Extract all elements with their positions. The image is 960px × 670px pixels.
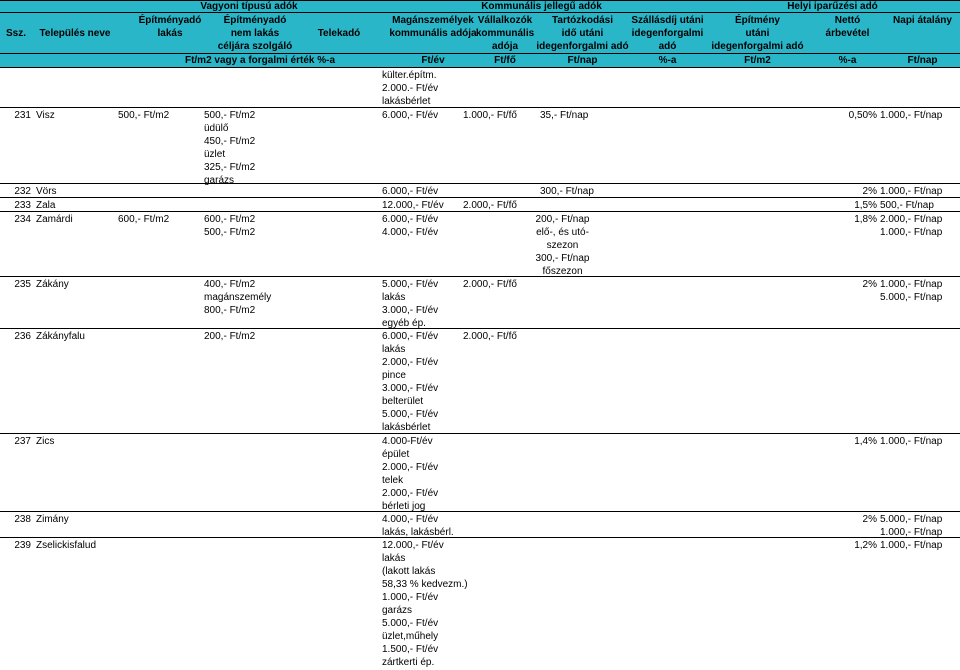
- cell-lakas: [118, 109, 208, 122]
- cell-netto: [810, 513, 877, 526]
- cell-vall: [463, 330, 543, 343]
- cell-line: 1.000,- Ft/nap: [880, 186, 943, 197]
- cell-line: 2.000,- Ft/év: [382, 357, 439, 368]
- cell-name: [36, 199, 121, 212]
- cell-netto: [810, 109, 877, 122]
- row-separator: [0, 433, 960, 434]
- cell-vall: [463, 199, 543, 212]
- cell-line: 1.000,- Ft/fő: [463, 110, 517, 121]
- cell-line: Vörs: [36, 186, 57, 197]
- col-netto: Nettó árbevétel: [825, 15, 870, 39]
- cell-line: 2.000,- Ft/év: [382, 462, 439, 473]
- cell-napi: [880, 539, 960, 552]
- cell-nemlakas: [204, 278, 299, 317]
- cell-line: lakás: [382, 344, 406, 355]
- cell-line: üdülő: [204, 123, 229, 134]
- cell-line: elő-, és utó-: [536, 227, 589, 238]
- cell-netto: [810, 185, 877, 198]
- row-separator: [0, 537, 960, 538]
- cell-line: épület: [382, 449, 410, 460]
- cell-line: 300,- Ft/nap: [535, 253, 590, 264]
- cell-line: 234: [14, 214, 31, 225]
- col-ssz: Ssz.: [5, 28, 26, 39]
- cell-line: 2.000,- Ft/fő: [463, 331, 517, 342]
- row-separator: [0, 511, 960, 512]
- col-epitmeny-utani: Építmény utáni idegenforgalmi adó: [711, 15, 804, 52]
- cell-line: 233: [14, 200, 31, 211]
- cell-line: Zala: [36, 200, 56, 211]
- cell-line: lakás, lakásbérl.: [382, 527, 454, 538]
- cell-line: 1,5%: [854, 200, 877, 211]
- cell-magan: [382, 185, 477, 198]
- cell-napi: [880, 278, 960, 304]
- cell-lakas: [118, 213, 208, 226]
- cell-line: 325,- Ft/m2: [204, 162, 256, 173]
- cell-line: 5.000,- Ft/év: [382, 409, 439, 420]
- cell-line: 450,- Ft/m2: [204, 136, 256, 147]
- cell-line: 200,- Ft/nap: [535, 214, 590, 225]
- cell-line: főszezon: [542, 266, 583, 277]
- cell-line: 600,- Ft/m2: [204, 214, 256, 225]
- cell-tartoz: [525, 213, 600, 278]
- cell-tartoz: [540, 185, 635, 198]
- cell-magan: [382, 513, 477, 539]
- col-telepules: Település neve: [39, 28, 111, 39]
- cell-line: 1,4%: [854, 436, 877, 447]
- cell-line: 231: [14, 110, 31, 121]
- cell-netto: [810, 435, 877, 448]
- col-tartozkodasi: Tartózkodási idő utáni idegenforgalmi adó: [536, 15, 629, 52]
- cell-line: 58,33 % kedvezm.): [382, 579, 468, 590]
- group-kommunalis: Kommunális jellegű adók: [481, 1, 602, 12]
- cell-netto: [810, 213, 877, 226]
- cell-line: 35,- Ft/nap: [540, 110, 589, 121]
- cell-nemlakas: [204, 213, 299, 239]
- cell-num: [9, 513, 31, 526]
- cell-line: 2.000,- Ft/nap: [880, 214, 943, 225]
- cell-name: [36, 109, 121, 122]
- cell-line: 1.000,- Ft/nap: [880, 527, 943, 538]
- cell-netto: [810, 199, 877, 212]
- cell-line: 1.000,- Ft/nap: [880, 110, 943, 121]
- unit-vall: Ft/fő: [494, 55, 516, 66]
- header-bottom-border: [0, 67, 960, 68]
- cell-vall: [463, 109, 543, 122]
- cell-line: 1.000,- Ft/nap: [880, 279, 943, 290]
- col-epitmeny-nemlakas: Építményadó nem lakás céljára szolgáló: [217, 15, 293, 52]
- cell-line: 1,2%: [854, 540, 877, 551]
- cell-line: 0,50%: [848, 110, 877, 121]
- cell-line: 1.000,- Ft/év: [382, 592, 439, 603]
- cell-line: 2.000,- Ft/fő: [463, 200, 517, 211]
- cell-line: 235: [14, 279, 31, 290]
- cell-line: 6.000,- Ft/év: [382, 331, 439, 342]
- cell-line: 500,- Ft/m2: [118, 110, 170, 121]
- unit-ft-m2: Ft/m2 vagy a forgalmi érték %-a: [184, 55, 336, 66]
- cell-line: 2%: [862, 514, 877, 525]
- cell-num: [9, 435, 31, 448]
- cell-line: magánszemély: [204, 292, 272, 303]
- cell-line: 3.000,- Ft/év: [382, 383, 439, 394]
- cell-nemlakas: [204, 109, 299, 187]
- cell-napi: [880, 185, 960, 198]
- cell-napi: [880, 199, 960, 212]
- cell-name: [36, 278, 121, 291]
- col-telekado: Telekadó: [317, 28, 361, 39]
- cell-line: pince: [382, 370, 406, 381]
- cell-line: zártkerti ép.: [382, 657, 435, 668]
- cell-magan: [382, 539, 477, 669]
- cell-line: telek: [382, 475, 404, 486]
- col-napi: Napi átalány: [893, 15, 952, 26]
- cell-line: 500,- Ft/m2: [204, 227, 256, 238]
- cell-line: 12.000,- Ft/év: [382, 200, 444, 211]
- cell-name: [36, 539, 121, 552]
- cell-line: lakás: [382, 292, 406, 303]
- cell-napi: [880, 213, 960, 239]
- cell-line: 2.000,- Ft/fő: [463, 279, 517, 290]
- unit-tartoz: Ft/nap: [567, 55, 598, 66]
- cell-line: garázs: [204, 175, 235, 186]
- row-separator: [0, 183, 960, 184]
- cell-nemlakas: [204, 330, 299, 343]
- unit-netto: %-a: [838, 55, 857, 66]
- cell-line: 1.000,- Ft/nap: [880, 436, 943, 447]
- cell-line: 5.000,- Ft/év: [382, 279, 439, 290]
- row-separator: [0, 276, 960, 277]
- cell-line: 237: [14, 436, 31, 447]
- cell-line: 600,- Ft/m2: [118, 214, 170, 225]
- cell-line: 6.000,- Ft/év: [382, 186, 439, 197]
- cell-tartoz: [540, 109, 635, 122]
- cell-name: [36, 330, 121, 343]
- cell-line: Zamárdi: [36, 214, 73, 225]
- cell-line: belterület: [382, 396, 424, 407]
- cell-line: 239: [14, 540, 31, 551]
- group-vagyoni: Vagyoni típusú adók: [200, 1, 298, 12]
- cell-netto: [810, 539, 877, 552]
- cell-vall: [463, 278, 543, 291]
- cell-netto: [810, 278, 877, 291]
- unit-napi: Ft/nap: [907, 55, 938, 66]
- cell-line: (lakott lakás: [382, 566, 436, 577]
- cell-line: 800,- Ft/m2: [204, 305, 256, 316]
- cell-line: 12.000,- Ft/év: [382, 540, 444, 551]
- cell-line: garázs: [382, 605, 413, 616]
- cell-num: [9, 330, 31, 343]
- cell-line: 3.000,- Ft/év: [382, 305, 439, 316]
- cell-magan: [382, 330, 477, 434]
- cell-line: 500,- Ft/m2: [204, 110, 256, 121]
- group-ipar: Helyi iparűzési adó: [787, 1, 878, 12]
- cell-line: 4.000,- Ft/év: [382, 227, 439, 238]
- cell-line: Visz: [36, 110, 55, 121]
- cell-line: lakásbérlet: [382, 422, 431, 433]
- cell-line: lakás: [382, 553, 406, 564]
- cell-num: [9, 109, 31, 122]
- cell-line: 6.000,- Ft/év: [382, 110, 439, 121]
- cell-line: üzlet,műhely: [382, 631, 439, 642]
- cell-num: [9, 185, 31, 198]
- cell-num: [9, 539, 31, 552]
- cell-line: 1,8%: [854, 214, 877, 225]
- unit-epitm: Ft/m2: [744, 55, 771, 66]
- cell-line: 2%: [862, 279, 877, 290]
- cell-magan: [382, 435, 477, 513]
- cell-line: egyéb ép.: [382, 318, 426, 329]
- cell-line: 5.000,- Ft/nap: [880, 514, 943, 525]
- cell-line: 232: [14, 186, 31, 197]
- cell-line: 500,- Ft/nap: [880, 200, 934, 211]
- cell-napi: [880, 109, 960, 122]
- continuation-note: külter.építm. 2.000.- Ft/év lakásbérlet: [382, 70, 439, 107]
- cell-line: 1.000,- Ft/nap: [880, 540, 943, 551]
- cell-line: 1.000,- Ft/nap: [880, 227, 943, 238]
- cell-line: Zákány: [36, 279, 69, 290]
- cell-line: Zselickisfalud: [36, 540, 97, 551]
- cell-name: [36, 213, 121, 226]
- cell-napi: [880, 435, 960, 448]
- cell-line: üzlet: [204, 149, 226, 160]
- cell-num: [9, 213, 31, 226]
- cell-line: bérleti jog: [382, 501, 426, 512]
- cell-line: 200,- Ft/m2: [204, 331, 256, 342]
- cell-line: 238: [14, 514, 31, 525]
- cell-num: [9, 278, 31, 291]
- row-separator: [0, 328, 960, 329]
- cell-line: 236: [14, 331, 31, 342]
- cell-line: 6.000,- Ft/év: [382, 214, 439, 225]
- cell-line: 5.000,- Ft/nap: [880, 292, 943, 303]
- col-szallasdij: Szállásdíj utáni idegenforgalmi adó: [631, 15, 704, 52]
- cell-napi: [880, 513, 960, 539]
- col-vallalkozok: Vállalkozók kommunális adója: [475, 15, 535, 52]
- cell-line: szezon: [546, 240, 579, 251]
- cell-line: 4.000,- Ft/év: [382, 514, 439, 525]
- cell-line: Zákányfalu: [36, 331, 85, 342]
- cell-line: 4.000-Ft/év: [382, 436, 433, 447]
- col-maganszemelyek: Magánszemélyek kommunális adója: [389, 15, 477, 39]
- cell-name: [36, 513, 121, 526]
- cell-line: 300,- Ft/nap: [540, 186, 594, 197]
- cell-line: 1.500,- Ft/év: [382, 644, 439, 655]
- cell-line: 2.000,- Ft/év: [382, 488, 439, 499]
- col-epitmeny-lakas: Építményadó lakás: [138, 15, 202, 39]
- row-separator: [0, 107, 960, 108]
- cell-line: Zics: [36, 436, 55, 447]
- cell-magan: [382, 213, 477, 239]
- cell-line: 400,- Ft/m2: [204, 279, 256, 290]
- unit-szallas: %-a: [658, 55, 677, 66]
- cell-name: [36, 435, 121, 448]
- unit-magan: Ft/év: [421, 55, 445, 66]
- cell-name: [36, 185, 121, 198]
- cell-line: Zimány: [36, 514, 69, 525]
- cell-line: 2%: [862, 186, 877, 197]
- cell-num: [9, 199, 31, 212]
- cell-line: 5.000,- Ft/év: [382, 618, 439, 629]
